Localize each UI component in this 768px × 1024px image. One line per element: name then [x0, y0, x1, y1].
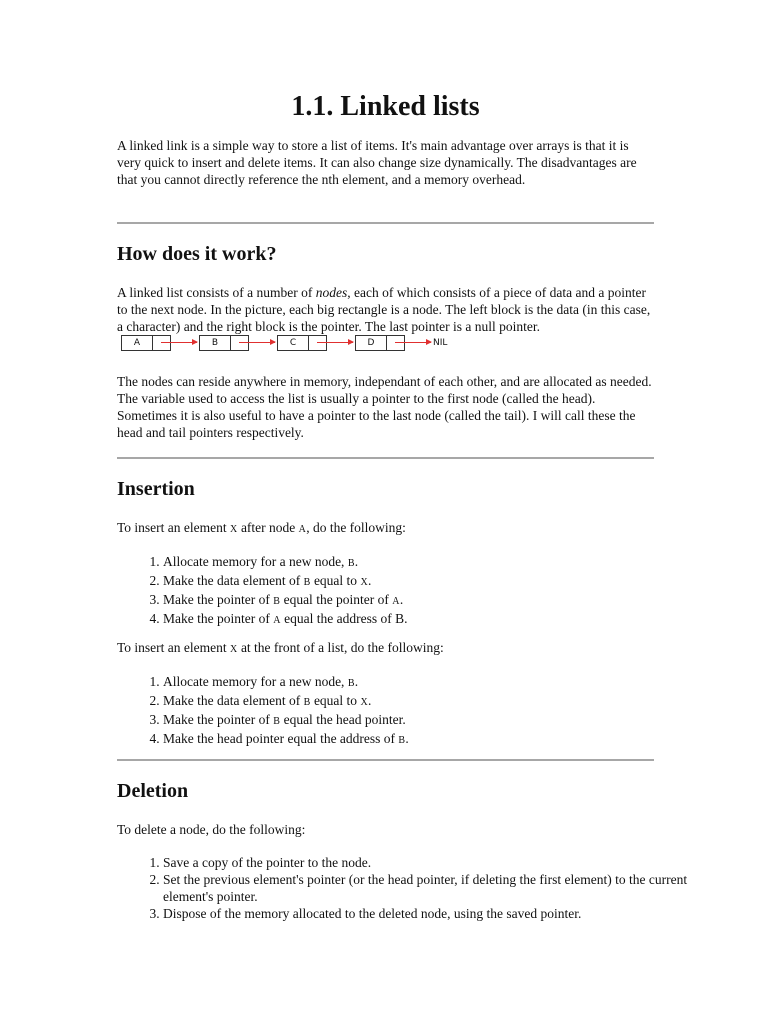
pointer-arrow	[395, 342, 431, 343]
text: equal to	[310, 573, 361, 588]
code-node: A	[298, 524, 307, 535]
text: equal to	[310, 693, 361, 708]
list-item	[163, 730, 700, 749]
code-element: X	[230, 524, 238, 535]
text: Make the pointer of	[163, 611, 274, 626]
code: B	[398, 735, 406, 746]
linked-list-diagram	[119, 335, 459, 355]
list-item	[163, 692, 700, 711]
pointer-arrow	[239, 342, 275, 343]
text: .	[367, 573, 372, 588]
text: .	[354, 554, 359, 569]
insertion-steps-after	[117, 553, 700, 629]
list-item	[163, 673, 700, 692]
code: A	[273, 615, 281, 626]
nil-label: NIL	[433, 338, 448, 348]
node-data: C	[278, 336, 309, 350]
list-node	[121, 335, 171, 351]
deletion-steps	[117, 854, 700, 922]
code-element: X	[230, 644, 238, 655]
code: X	[360, 697, 368, 708]
deletion-intro: To delete a node, do the following:	[117, 822, 306, 837]
text: after node	[237, 520, 299, 535]
list-item	[163, 610, 700, 629]
how-text-nodes: nodes	[315, 285, 348, 300]
text: equal the head pointer.	[280, 712, 406, 727]
code: B	[273, 596, 281, 607]
text: Make the data element of	[163, 573, 304, 588]
text: equal the pointer of	[280, 592, 393, 607]
node-pointer	[308, 336, 326, 350]
how-paragraph-2: The nodes can reside anywhere in memory, independant of each other, and are allocated as needed. The variable used to access the list is usually a pointer to the first node (called the head). Sometimes it is also useful to have a pointer to the last node (called the tail). I will call these the head and tail pointers respectively.	[117, 374, 652, 440]
pointer-arrow	[161, 342, 197, 343]
list-item	[163, 591, 700, 610]
text: equal the address of B.	[280, 611, 408, 626]
text: Make the data element of	[163, 693, 304, 708]
list-node	[277, 335, 327, 351]
intro-paragraph: A linked link is a simple way to store a list of items. It's main advantage over arrays is that it is very quick to insert and delete items. It can also change size dynamically. The disadvantages are that you cannot directly reference the nth element, and a memory overhead.	[117, 138, 637, 187]
text: Make the pointer of	[163, 592, 274, 607]
list-node	[199, 335, 249, 351]
node-pointer	[386, 336, 404, 350]
text: .	[405, 731, 409, 746]
text: Make the pointer of	[163, 712, 274, 727]
section-heading-insertion: Insertion	[117, 478, 195, 500]
list-item	[163, 553, 700, 572]
how-paragraph-1	[117, 284, 654, 355]
code: B	[347, 558, 355, 569]
text: .	[367, 693, 372, 708]
code: A	[392, 596, 400, 607]
list-node	[355, 335, 405, 351]
list-item: 3. Dispose of the memory allocated to the deleted node, using the saved pointer.	[163, 905, 700, 922]
section-heading-how: How does it work?	[117, 243, 277, 265]
insertion-intro-1	[117, 519, 654, 538]
code: B	[273, 716, 281, 727]
pointer-arrow	[317, 342, 353, 343]
divider	[117, 759, 654, 761]
code: X	[360, 577, 368, 588]
text: .	[399, 592, 404, 607]
list-item: 2. Set the previous element's pointer (or the head pointer, if deleting the first element) to the current element's pointer.	[163, 871, 700, 905]
insertion-intro-2	[117, 639, 654, 658]
list-item	[163, 572, 700, 591]
text: Allocate memory for a new node,	[163, 674, 348, 689]
node-data: A	[122, 336, 153, 350]
node-data: D	[356, 336, 387, 350]
section-heading-deletion: Deletion	[117, 780, 189, 802]
text: To insert an element	[117, 520, 231, 535]
insertion-steps-front	[117, 673, 700, 749]
page-title: 1.1. Linked lists	[291, 91, 480, 122]
node-pointer	[152, 336, 170, 350]
node-pointer	[230, 336, 248, 350]
text: .	[354, 674, 359, 689]
list-item	[163, 711, 700, 730]
text: , do the following:	[306, 520, 406, 535]
text: Make the head pointer equal the address of	[163, 731, 399, 746]
how-text-b: , each of which consists of a piece of data and a pointer to the next node. In the picture, each big rectangle is a node. The left block is the data (in this case, a character) and the right block is the pointer. The last pointer is a null pointer.	[117, 285, 651, 334]
code: B	[347, 678, 355, 689]
code: B	[303, 697, 311, 708]
text: at the front of a list, do the following:	[237, 640, 444, 655]
text: Allocate memory for a new node,	[163, 554, 348, 569]
node-data: B	[200, 336, 231, 350]
list-item: 1. Save a copy of the pointer to the node.	[163, 854, 700, 871]
divider	[117, 457, 654, 459]
how-text-a: A linked list consists of a number of	[117, 285, 316, 300]
code: B	[303, 577, 311, 588]
text: To insert an element	[117, 640, 231, 655]
divider	[117, 222, 654, 224]
